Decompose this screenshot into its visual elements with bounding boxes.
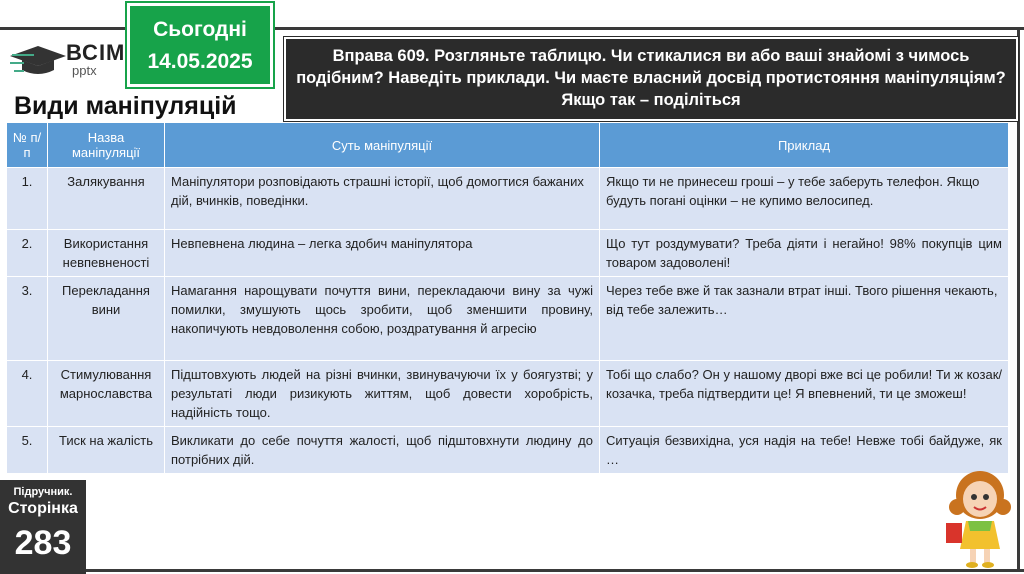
row-num: 1. [7,168,48,230]
row-num: 5. [7,427,48,474]
row-example: Ситуація безвихідна, уся надія на тебе! Невже тобі байдуже, як … [600,427,1009,474]
row-num: 3. [7,277,48,361]
row-essence: Підштовхують людей на різні вчинки, звинувачуючи їх у боягузтві; у результаті люди ризикують життям, щоб довести хоробрість, надійність тощо. [165,361,600,427]
page-label-textbook: Підручник. [13,486,73,498]
row-essence: Намагання нарощувати почуття вини, перекладаючи вину за чужі помилки, змушують щось зробити, щоб зменшити провину, накопичують невдоволення собою, роздратування й агресію [165,277,600,361]
date-badge [127,3,273,87]
page-number: 283 [14,524,72,562]
schoolgirl-illustration-icon [940,465,1020,571]
table-header-row [7,123,1009,168]
row-essence: Викликати до себе почуття жалості, щоб підштовхнути людину до потрібних дій. [165,427,600,474]
page-label-page: Сторінка [8,500,78,517]
frame-bottom-line [0,569,1024,572]
page-title: Види маніпуляцій [14,92,237,120]
row-num: 2. [7,230,48,277]
row-example: Що тут роздумувати? Треба діяти і негайно! 98% покупців цим товаром задоволені! [600,230,1009,277]
header-name: Назва маніпуляції [48,123,165,168]
header-num: № п/п [7,123,48,168]
date-value: 14.05.2025 [147,50,253,73]
header-essence: Суть маніпуляції [165,123,600,168]
table-row [7,277,1009,361]
row-name: Стимулювання марнославства [48,361,165,427]
table-row [7,427,1009,474]
row-essence: Маніпулятори розповідають страшні історії, щоб домогтися бажаних дій, вчинків, поведінки. [165,168,600,230]
textbook-page-badge [0,480,86,574]
row-name: Перекладання вини [48,277,165,361]
row-example: Через тебе вже й так зазнали втрат інші. Твого рішення чекають, від тебе залежить… [600,277,1009,361]
table-row [7,361,1009,427]
brand-sub: pptx [72,63,97,78]
row-essence: Невпевнена людина – легка здобич маніпулятора [165,230,600,277]
table-row [7,168,1009,230]
header-example: Приклад [600,123,1009,168]
manipulation-table [6,122,1009,474]
row-name: Залякування [48,168,165,230]
row-name: Тиск на жалість [48,427,165,474]
task-banner: Вправа 609. Розгляньте таблицю. Чи стикалися ви або ваші знайомі з чимось подібним? Наведіть приклади. Чи маєте власний досвід протистояння маніпуляціям? Якщо так – поділіться [284,37,1018,121]
date-label: Сьогодні [153,18,247,41]
row-example: Якщо ти не принесеш гроші – у тебе заберуть телефон. Якщо будуть погані оцінки – не купимо велосипед. [600,168,1009,230]
table-row [7,230,1009,277]
row-name: Використання невпевненості [48,230,165,277]
row-num: 4. [7,361,48,427]
row-example: Тобі що слабо? Он у нашому дворі вже всі це робили! Ти ж козак/козачка, треба підтвердити це! Я впевнений, ти це зможеш! [600,361,1009,427]
brand-name: ВСІМ [66,40,126,65]
